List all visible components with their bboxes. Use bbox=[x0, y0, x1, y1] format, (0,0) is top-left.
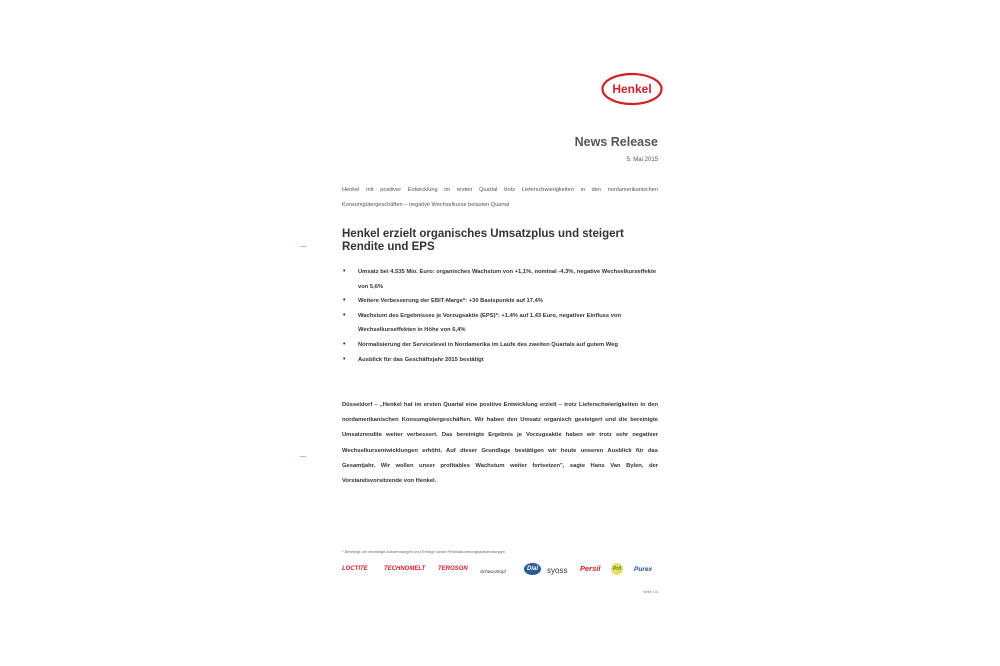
brand-loctite-logo: LOCTITE bbox=[342, 566, 368, 572]
brand-schwarzkopf-logo: Schwarzkopf bbox=[480, 569, 506, 574]
bullet-icon: • bbox=[343, 355, 346, 363]
page-title: News Release bbox=[574, 135, 658, 149]
headline: Henkel erzielt organisches Umsatzplus und steigert Rendite und EPS bbox=[342, 228, 624, 253]
bullet-icon: • bbox=[343, 311, 346, 319]
intro-text: Henkel mit positiver Entwicklung im ersten Quartal trotz Lieferschwierigkeiten in den nordamerikanischen Konsumgütergeschäften – negative Wechselkurse belasten Quartal bbox=[342, 187, 658, 208]
brand-syoss-logo: syoss bbox=[547, 566, 568, 575]
brand-dial-logo: Dial bbox=[524, 563, 541, 575]
henkel-logo bbox=[601, 72, 663, 106]
release-date: 5. Mai 2015 bbox=[626, 157, 658, 163]
bullet-item: • Ausblick für das Geschäftsjahr 2015 bestätigt bbox=[342, 353, 658, 368]
margin-mark bbox=[300, 246, 306, 247]
bullet-item: • Normalisierung der Servicelevel in Nordamerika im Laufe des zweiten Quartals auf gutem Weg bbox=[342, 338, 658, 353]
body-paragraph: Düsseldorf – „Henkel hat im ersten Quartal eine positive Entwicklung erzielt – trotz Lieferschwierigkeiten in den nordamerikanischen Konsumgütergeschäften. Wir haben den Umsatz organisch gesteigert und die bereinigte Umsatzrendite weiter verbessert. Das bereinigte Ergebnis je Vorzugsaktie haben wir trotz sehr negativer Wechselkursentwicklungen erhöht. Auf dieser Grundlage bestätigen wir heute unseren Ausblick für das Gesamtjahr. Wir wollen unser profitables Wachstum weiter fortsetzen", sagte Hans Van Bylen, der Vorstandsvorsitzende von Henkel. bbox=[342, 402, 658, 485]
bullet-icon: • bbox=[343, 297, 346, 305]
brand-persil-logo: Persil bbox=[580, 564, 601, 573]
henkel-logo-text: Henkel bbox=[612, 82, 652, 96]
brand-teroson-logo: TEROSON bbox=[438, 566, 468, 572]
bullet-item: • Wachstum des Ergebnisses je Vorzugsaktie (EPS)*: +1,4% auf 1,43 Euro, negativer Einfluss von Wechselkurseffekten in Höhe von 6,4% bbox=[342, 309, 658, 338]
brand-pril-logo: Pril bbox=[611, 563, 623, 575]
bullet-icon: • bbox=[343, 268, 346, 275]
margin-mark bbox=[300, 456, 306, 457]
bullet-list bbox=[342, 265, 658, 367]
brand-logo-row bbox=[342, 560, 658, 584]
brand-purex-logo: Purex bbox=[634, 566, 653, 573]
footnote: * Bereinigt um einmalige Aufwendungen und Erträge sowie Restrukturierungsaufwendungen bbox=[342, 549, 506, 554]
bullet-item: • Umsatz bei 4.535 Mio. Euro: organisches Wachstum von +1,1%, nominal -4,3%, negative Wechselkurseffekte von 5,6% bbox=[342, 265, 658, 294]
bullet-item: • Weitere Verbesserung der EBIT-Marge*: +30 Basispunkte auf 17,4% bbox=[342, 294, 658, 309]
page-number: Seite 1/4 bbox=[643, 590, 658, 594]
bullet-icon: • bbox=[343, 340, 346, 348]
brand-technomelt-logo: TECHNOMELT bbox=[384, 566, 426, 572]
